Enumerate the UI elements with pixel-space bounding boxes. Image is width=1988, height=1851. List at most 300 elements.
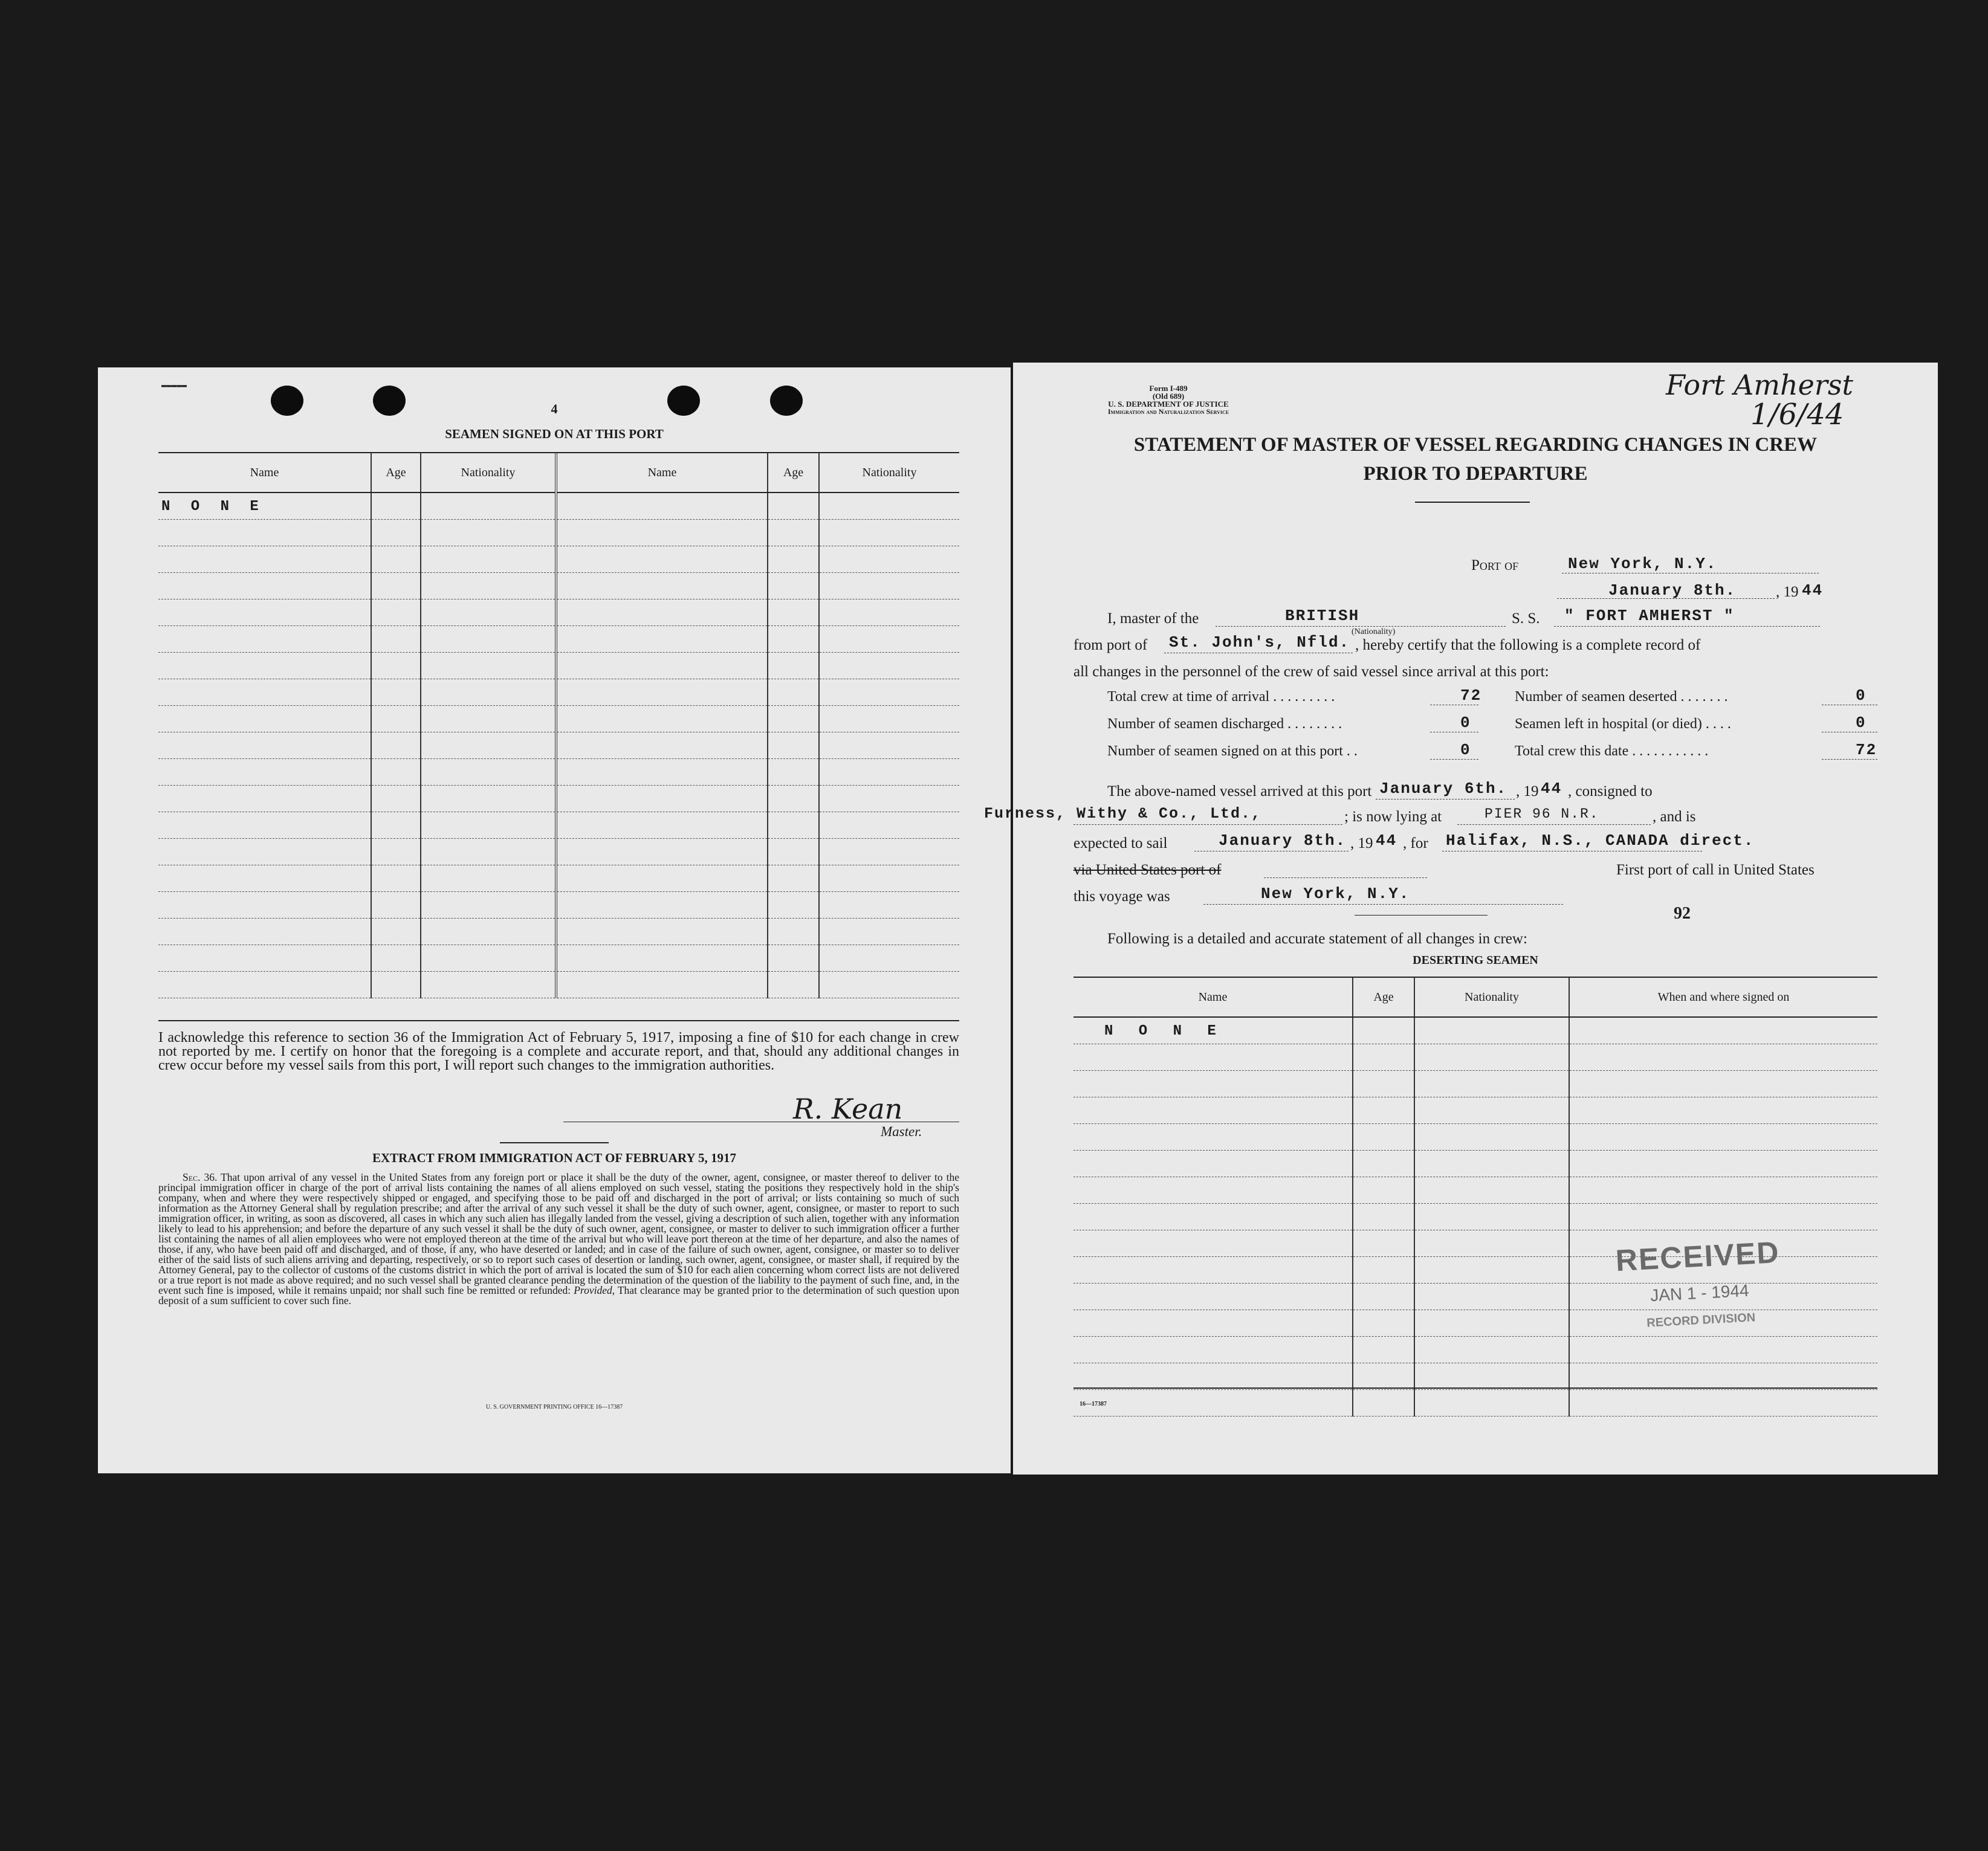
table-cell xyxy=(1073,1071,1353,1097)
table-cell xyxy=(768,599,819,626)
extract-body xyxy=(158,1172,959,1306)
from-port-value: St. John's, Nfld. xyxy=(1169,633,1350,651)
table-cell xyxy=(768,786,819,812)
table-cell xyxy=(768,892,819,919)
extract-section: Sec. 36. xyxy=(183,1171,218,1183)
table-cell xyxy=(371,679,421,706)
table-cell xyxy=(158,919,371,945)
pier-field xyxy=(1457,824,1651,825)
table-cell xyxy=(1073,1257,1353,1284)
table-cell xyxy=(158,706,371,732)
table-cell xyxy=(556,892,768,919)
column-header: When and where signed on xyxy=(1569,978,1877,1017)
table-cell xyxy=(371,520,421,546)
table-row xyxy=(158,759,959,786)
table-cell xyxy=(1353,1284,1414,1310)
table-row xyxy=(1073,1177,1877,1204)
table-cell xyxy=(556,520,768,546)
table-cell xyxy=(421,759,556,786)
table-cell xyxy=(371,626,421,653)
table-cell xyxy=(1569,1071,1877,1097)
table-cell xyxy=(819,520,959,546)
none-entry: N O N E xyxy=(1104,1022,1225,1039)
table-cell xyxy=(371,972,421,998)
table-cell xyxy=(819,573,959,599)
table-cell xyxy=(1414,1177,1569,1204)
table-cell xyxy=(1353,1204,1414,1230)
table-cell xyxy=(421,679,556,706)
none-entry: N O N E xyxy=(161,498,265,515)
table-cell xyxy=(158,679,371,706)
form-old-number: (Old 689) xyxy=(1152,392,1185,401)
table-cell xyxy=(371,919,421,945)
stat-label: Total crew this date . . . . . . . . . . . xyxy=(1515,743,1709,759)
table-row xyxy=(158,732,959,759)
table-cell xyxy=(556,546,768,573)
table-row xyxy=(1073,1363,1877,1390)
first-port-value: New York, N.Y. xyxy=(1261,885,1410,903)
right-page xyxy=(984,363,1938,1475)
arrived-date: January 6th. xyxy=(1379,780,1507,798)
divider xyxy=(500,1142,609,1143)
nationality-caption: (Nationality) xyxy=(1352,627,1396,636)
table-cell xyxy=(556,626,768,653)
table-cell xyxy=(768,520,819,546)
date-year: 44 xyxy=(1802,581,1824,599)
stat-label: Number of seamen deserted . . . . . . . xyxy=(1515,689,1728,705)
sail-label: expected to sail xyxy=(1073,835,1168,851)
first-port-field xyxy=(1203,904,1563,905)
table-cell xyxy=(158,865,371,892)
corner-mark: ▬▬▬▬▬ xyxy=(161,381,187,390)
table-cell xyxy=(819,919,959,945)
department: U. S. DEPARTMENT OF JUSTICE xyxy=(1108,399,1229,409)
column-header: Nationality xyxy=(819,453,959,493)
arrived-year: 44 xyxy=(1541,780,1562,798)
table-cell xyxy=(1414,1071,1569,1097)
table-row xyxy=(1073,1124,1877,1151)
stat-value: 0 xyxy=(1856,686,1867,705)
table-cell xyxy=(421,706,556,732)
table-row xyxy=(158,865,959,892)
table-cell xyxy=(1569,1337,1877,1363)
table-cell xyxy=(371,706,421,732)
consigned-label: , consigned to xyxy=(1568,783,1653,800)
table-row xyxy=(1073,1151,1877,1177)
column-header: Age xyxy=(768,453,819,493)
stamp-date: JAN 1 - 1944 xyxy=(1650,1281,1750,1305)
table-cell xyxy=(158,626,371,653)
table-cell xyxy=(768,972,819,998)
column-header: Nationality xyxy=(1414,978,1569,1017)
table-cell xyxy=(768,812,819,839)
table-cell xyxy=(819,786,959,812)
table-row xyxy=(1073,1044,1877,1071)
table-cell xyxy=(819,493,959,520)
table-cell xyxy=(768,653,819,679)
table-cell xyxy=(421,573,556,599)
consignee: Furness, Withy & Co., Ltd., xyxy=(984,805,1262,822)
table-cell xyxy=(1353,1310,1414,1337)
table-cell xyxy=(1073,1124,1353,1151)
following-text: Following is a detailed and accurate statement of all changes in crew: xyxy=(1107,931,1527,947)
table-cell xyxy=(1073,1310,1353,1337)
table-row xyxy=(1073,1097,1877,1124)
table-cell xyxy=(1569,1124,1877,1151)
arrived-label: The above-named vessel arrived at this port xyxy=(1107,783,1372,800)
table-cell xyxy=(768,732,819,759)
port-value: New York, N.Y. xyxy=(1568,555,1717,573)
stat-field xyxy=(1430,759,1478,760)
table-cell xyxy=(768,626,819,653)
destination: Halifax, N.S., CANADA direct. xyxy=(1446,832,1755,850)
column-header: Name xyxy=(158,453,371,493)
table-cell xyxy=(556,599,768,626)
table-cell xyxy=(421,653,556,679)
table-cell xyxy=(371,839,421,865)
table-cell xyxy=(421,945,556,972)
stat-label: Seamen left in hospital (or died) . . . . xyxy=(1515,716,1731,732)
table-cell xyxy=(158,599,371,626)
stat-field xyxy=(1822,759,1877,760)
table-cell xyxy=(1353,1044,1414,1071)
table-cell xyxy=(421,732,556,759)
table-cell xyxy=(371,599,421,626)
table-cell xyxy=(371,732,421,759)
received-stamp xyxy=(1600,1234,1798,1333)
table-cell xyxy=(1353,1363,1414,1390)
table-cell xyxy=(1073,1284,1353,1310)
table-row xyxy=(158,786,959,812)
table-cell xyxy=(768,493,819,520)
table-cell xyxy=(819,599,959,626)
section-title: SEAMEN SIGNED ON AT THIS PORT xyxy=(445,427,664,441)
table-cell xyxy=(158,812,371,839)
date-value: January 8th. xyxy=(1608,581,1737,599)
divider xyxy=(1073,1387,1877,1389)
table-cell xyxy=(1569,1151,1877,1177)
left-page xyxy=(98,367,1011,1473)
column-header: Name xyxy=(556,453,768,493)
table-cell xyxy=(371,945,421,972)
table-row xyxy=(158,599,959,626)
from-port-label: from port of xyxy=(1073,637,1148,653)
table-cell xyxy=(421,546,556,573)
table-cell xyxy=(1414,1310,1569,1337)
table-cell xyxy=(768,679,819,706)
sail-year-prefix: , 19 xyxy=(1350,835,1373,851)
table-cell xyxy=(1414,1017,1569,1044)
table-cell xyxy=(1073,1204,1353,1230)
table-cell xyxy=(1414,1337,1569,1363)
divider xyxy=(158,1020,959,1021)
table-cell xyxy=(556,653,768,679)
table-cell xyxy=(371,759,421,786)
table-cell xyxy=(1569,1097,1877,1124)
table-row xyxy=(158,679,959,706)
table-cell xyxy=(421,972,556,998)
table-cell xyxy=(371,786,421,812)
extract-provided: Provided, xyxy=(574,1284,615,1296)
stamp-received: RECEIVED xyxy=(1614,1235,1781,1278)
table-cell xyxy=(819,892,959,919)
table-cell xyxy=(1073,1044,1353,1071)
table-cell xyxy=(819,626,959,653)
table-row xyxy=(158,573,959,599)
table-row xyxy=(158,520,959,546)
divider xyxy=(1355,915,1488,916)
table-row xyxy=(158,626,959,653)
table-cell xyxy=(1414,1151,1569,1177)
table-cell xyxy=(371,812,421,839)
table-cell xyxy=(158,945,371,972)
table-cell xyxy=(158,546,371,573)
table-cell xyxy=(819,945,959,972)
table-cell xyxy=(768,865,819,892)
vessel-field xyxy=(1554,626,1820,627)
extract-title: EXTRACT FROM IMMIGRATION ACT OF FEBRUARY 5, 1917 xyxy=(372,1151,737,1165)
table-cell xyxy=(1414,1204,1569,1230)
arrived-date-field xyxy=(1376,799,1515,800)
form-header xyxy=(1069,384,1268,416)
vessel-name: " FORT AMHERST " xyxy=(1564,607,1735,625)
table-cell xyxy=(158,732,371,759)
table-cell xyxy=(158,493,371,520)
table-cell xyxy=(1414,1284,1569,1310)
printer-line: U. S. GOVERNMENT PRINTING OFFICE 16—17387 xyxy=(485,1404,623,1410)
divider xyxy=(1415,502,1530,503)
table-cell xyxy=(1073,1390,1353,1417)
table-cell xyxy=(1414,1363,1569,1390)
table-cell xyxy=(421,919,556,945)
table-cell xyxy=(421,493,556,520)
port-label: Port of xyxy=(1471,557,1519,573)
table-cell xyxy=(768,546,819,573)
table-cell xyxy=(1073,1151,1353,1177)
table-cell xyxy=(371,653,421,679)
table-cell xyxy=(1073,1177,1353,1204)
certify-text-2: all changes in the personnel of the crew of said vessel since arrival at this port: xyxy=(1073,664,1549,680)
table-cell xyxy=(1073,1230,1353,1257)
table-cell xyxy=(819,653,959,679)
table-row xyxy=(1073,1071,1877,1097)
table-row xyxy=(158,706,959,732)
table-cell xyxy=(421,599,556,626)
stat-label: Number of seamen signed on at this port . . xyxy=(1107,743,1358,759)
table-cell xyxy=(158,573,371,599)
table-cell xyxy=(371,892,421,919)
table-cell xyxy=(556,865,768,892)
table-cell xyxy=(1414,1257,1569,1284)
consignee-field xyxy=(1073,824,1342,825)
table-cell xyxy=(1569,1044,1877,1071)
table-cell xyxy=(1353,1177,1414,1204)
table-cell xyxy=(556,839,768,865)
extract-end: That clearance may be granted prior to the determination of such question upon deposit of a sum sufficient to cover such fine. xyxy=(158,1284,960,1307)
stat-label: Number of seamen discharged . . . . . . . . xyxy=(1107,716,1342,732)
table-cell xyxy=(158,892,371,919)
table-cell xyxy=(421,812,556,839)
pier: PIER 96 N.R. xyxy=(1485,806,1599,822)
table-cell xyxy=(1414,1097,1569,1124)
table-cell xyxy=(819,812,959,839)
table-row xyxy=(158,839,959,865)
printer-line: 16—17387 xyxy=(1080,1401,1107,1407)
column-header: Age xyxy=(371,453,421,493)
table-cell xyxy=(819,679,959,706)
table-row xyxy=(1073,1390,1877,1417)
master-signature: R. Kean xyxy=(793,1093,903,1125)
table-cell xyxy=(556,573,768,599)
stat-label: Total crew at time of arrival . . . . . . . . . xyxy=(1107,689,1335,705)
table-cell xyxy=(819,706,959,732)
table-row xyxy=(158,653,959,679)
table-cell xyxy=(1353,1390,1414,1417)
table-cell xyxy=(158,972,371,998)
table-cell xyxy=(1353,1151,1414,1177)
table-cell xyxy=(768,919,819,945)
table-cell xyxy=(371,865,421,892)
table-row xyxy=(1073,1337,1877,1363)
table-cell xyxy=(1569,1177,1877,1204)
column-header: Age xyxy=(1353,978,1414,1017)
column-header: Name xyxy=(1073,978,1353,1017)
table-cell xyxy=(556,945,768,972)
table-title: DESERTING SEAMEN xyxy=(1413,954,1538,967)
table-cell xyxy=(819,839,959,865)
stat-value: 0 xyxy=(1460,714,1471,732)
table-cell xyxy=(1073,1017,1353,1044)
table-row xyxy=(158,546,959,573)
column-header: Nationality xyxy=(421,453,556,493)
table-cell xyxy=(1353,1017,1414,1044)
table-cell xyxy=(1414,1044,1569,1071)
extract-text: That upon arrival of any vessel in the United States from any foreign port or place it shall be the duty of the owner, agent, consignee, or master thereof to deliver to the principal immigration officer in charge of the port of arrival lists containing the names of all aliens employed on such vessel, stating the positions they respectively hold in the ship's company, when and where they were respectively shipped or engaged, and specifying those to be paid off and discharged in the port of arrival; or lists containing so much of such information as the Attorney General shall by regulation prescribe; and after the arrival of any such vessel it shall be the duty of such owner, agent, consignee, or master to report to such immigration officer, in writing, as soon as discovered, all cases in which any such alien has illegally landed from the vessel, giving a description of such alien, together with any information likely to lead to his apprehension; and before the departure of any such vessel it shall be the duty of such owner, agent, consignee, or master to deliver to such immigration officer a further list containing the names of all alien employees who were not employed thereon at the time of the arrival but who will leave port thereon at the time of her departure, and also the names of those, if any, who have been paid off and discharged, and of those, if any, who have deserted or landed; and in case of the failure of such owner, agent, consignee, or master so to deliver either of the said lists of such aliens arriving and departing, respectively, or so to report such cases of desertion or landing, such owner, agent, consignee, or master shall, if required by the Attorney General, pay to the collector of customs of the customs district in which the port of arrival is located the sum of $10 for each alien concerning whom correct lists are not delivered or a true report is not made as above required; and no such vessel shall be granted clearance pending the determination of the question of the liability to the payment of such fine, and, in the event such fine is imposed, while it remains unpaid; nor shall such fine be remitted or refunded: xyxy=(158,1171,959,1296)
table-cell xyxy=(421,520,556,546)
nationality-field xyxy=(1216,626,1506,627)
for-label: , for xyxy=(1403,835,1428,851)
table-cell xyxy=(371,493,421,520)
form-number: Form I-489 xyxy=(1149,384,1188,393)
and-is-label: , and is xyxy=(1653,809,1696,825)
table-cell xyxy=(1414,1124,1569,1151)
table-cell xyxy=(158,653,371,679)
table-cell xyxy=(158,786,371,812)
handwritten-date-note: 1/6/44 xyxy=(1750,398,1844,431)
table-cell xyxy=(768,706,819,732)
table-cell xyxy=(1414,1390,1569,1417)
table-cell xyxy=(1353,1071,1414,1097)
table-cell xyxy=(1353,1097,1414,1124)
service: Immigration and Naturalization Service xyxy=(1107,407,1229,416)
table-cell xyxy=(768,839,819,865)
table-cell xyxy=(556,786,768,812)
table-row xyxy=(158,892,959,919)
table-cell xyxy=(768,573,819,599)
stat-value: 72 xyxy=(1460,686,1482,705)
via-struck: via United States port of xyxy=(1073,862,1222,878)
master-label: I, master of the xyxy=(1107,610,1199,627)
table-cell xyxy=(158,759,371,786)
table-cell xyxy=(371,546,421,573)
lying-label: ; is now lying at xyxy=(1344,809,1442,825)
deserting-seamen-table xyxy=(1073,978,1877,1417)
stat-value: 72 xyxy=(1856,741,1877,759)
table-cell xyxy=(421,786,556,812)
table-cell xyxy=(819,732,959,759)
table-cell xyxy=(421,865,556,892)
table-cell xyxy=(556,972,768,998)
table-cell xyxy=(1569,1390,1877,1417)
table-cell xyxy=(556,919,768,945)
sail-date: January 8th. xyxy=(1219,832,1347,850)
table-cell xyxy=(1569,1017,1877,1044)
table-cell xyxy=(158,520,371,546)
form-title: STATEMENT OF MASTER OF VESSEL REGARDING CHANGES IN CREW xyxy=(1133,434,1818,456)
table-cell xyxy=(819,865,959,892)
date-year-prefix: , 19 xyxy=(1776,584,1799,600)
nationality-value: BRITISH xyxy=(1285,607,1360,625)
voyage-label: this voyage was xyxy=(1073,888,1170,905)
table-cell xyxy=(556,679,768,706)
signed-on-table xyxy=(158,453,959,998)
table-cell xyxy=(1414,1230,1569,1257)
table-row xyxy=(158,493,959,520)
table-cell xyxy=(1073,1337,1353,1363)
stamp-division: RECORD DIVISION xyxy=(1646,1311,1756,1330)
table-cell xyxy=(1569,1363,1877,1390)
table-cell xyxy=(1353,1337,1414,1363)
table-cell xyxy=(556,706,768,732)
table-cell xyxy=(421,626,556,653)
table-cell xyxy=(556,493,768,520)
acknowledgment-text: I acknowledge this reference to section 36 of the Immigration Act of February 5, 1917, imposing a fine of $10 for each change in crew not reported by me. I certify on honor that the foregoing is a complete and accurate report, and that, should any additional changes in crew occur before my vessel sails from this port, I will report such changes to the immigration authorities. xyxy=(158,1030,959,1073)
table-cell xyxy=(371,573,421,599)
table-row xyxy=(158,972,959,998)
stat-value: 0 xyxy=(1460,741,1471,759)
table-cell xyxy=(1073,1363,1353,1390)
table-row xyxy=(158,812,959,839)
arrived-year-prefix: , 19 xyxy=(1516,783,1539,800)
ss-label: S. S. xyxy=(1512,610,1540,627)
table-cell xyxy=(819,546,959,573)
table-cell xyxy=(819,972,959,998)
table-cell xyxy=(1353,1230,1414,1257)
table-cell xyxy=(556,732,768,759)
via-field xyxy=(1264,877,1427,878)
signature-label: Master. xyxy=(881,1124,922,1139)
table-cell xyxy=(556,812,768,839)
sail-year: 44 xyxy=(1376,832,1397,850)
table-cell xyxy=(819,759,959,786)
handwritten-vessel-note: Fort Amherst xyxy=(1666,369,1853,401)
certify-text: , hereby certify that the following is a complete record of xyxy=(1355,637,1701,653)
table-cell xyxy=(421,892,556,919)
table-cell xyxy=(1353,1257,1414,1284)
table-row xyxy=(1073,1204,1877,1230)
table-cell xyxy=(768,759,819,786)
table-cell xyxy=(158,839,371,865)
table-cell xyxy=(556,759,768,786)
first-port-label: First port of call in United States xyxy=(1616,862,1815,878)
table-row xyxy=(1073,1017,1877,1044)
table-row xyxy=(158,919,959,945)
table-cell xyxy=(1353,1124,1414,1151)
table-cell xyxy=(768,945,819,972)
page-mark: 92 xyxy=(1674,904,1691,923)
form-title-2: PRIOR TO DEPARTURE xyxy=(1363,463,1588,485)
table-cell xyxy=(421,839,556,865)
